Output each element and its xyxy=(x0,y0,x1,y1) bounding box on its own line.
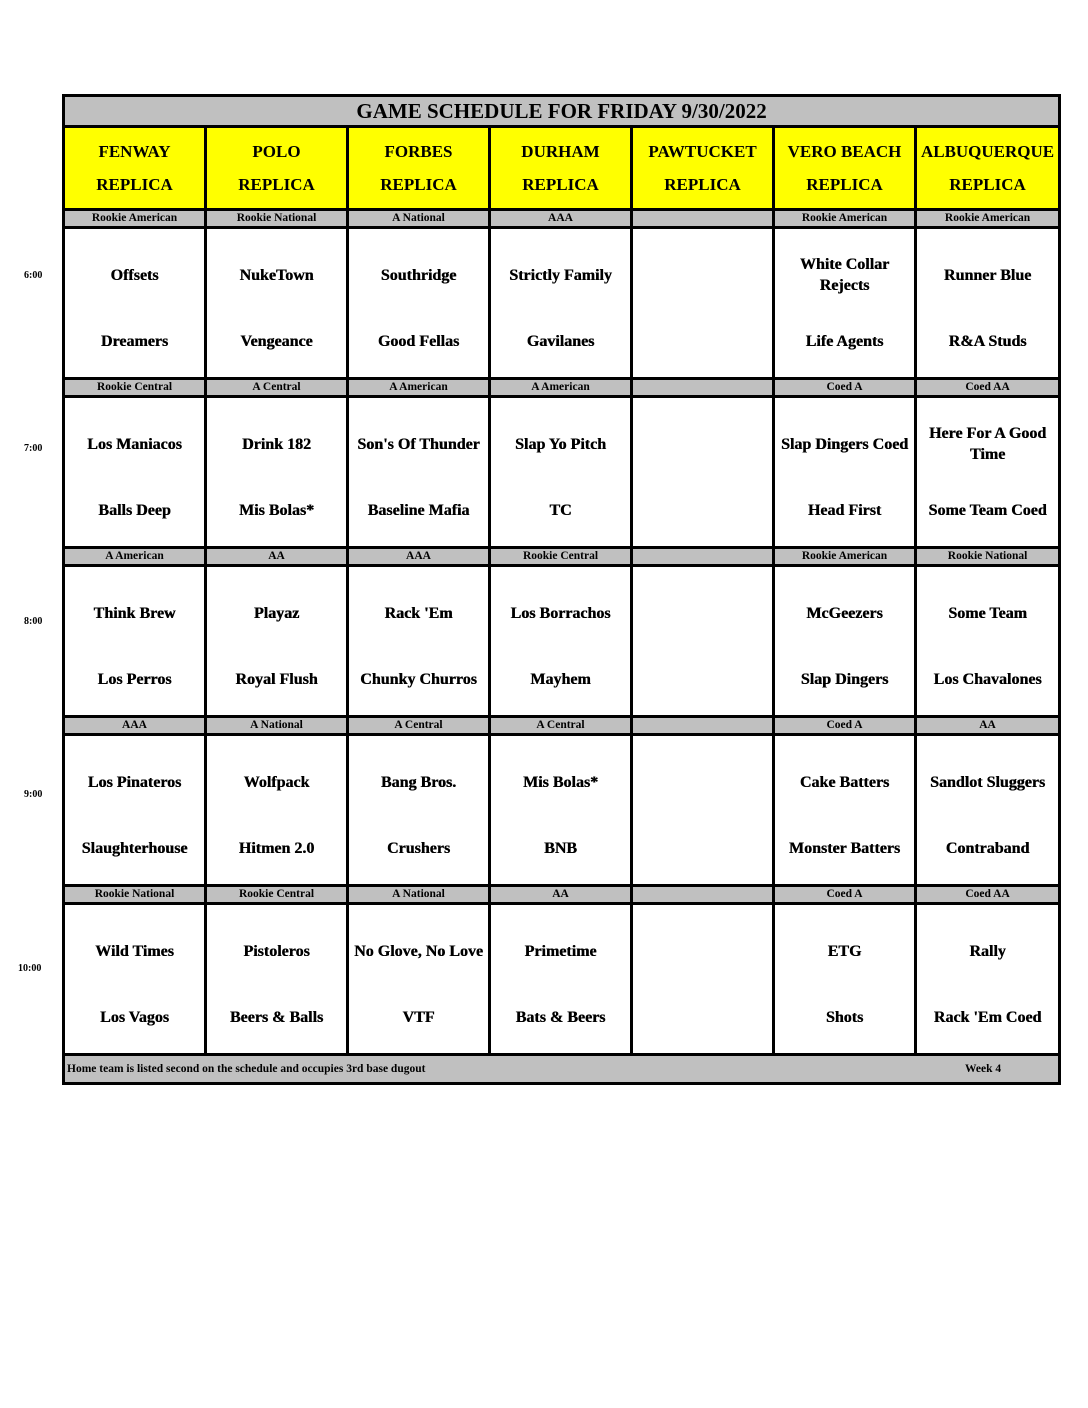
away-team: Los Borrachos xyxy=(510,604,611,622)
away-team xyxy=(633,750,772,814)
field-name: ALBUQUERQUE xyxy=(920,142,1055,161)
away-team: No Glove, No Love xyxy=(354,942,483,960)
away-team: Slap Dingers Coed xyxy=(780,435,909,453)
field-subtitle: REPLICA xyxy=(522,175,599,194)
away-team: Rally xyxy=(969,942,1006,960)
game-cell xyxy=(348,397,490,548)
division-label: Rookie American xyxy=(64,210,206,228)
division-label: Rookie National xyxy=(916,548,1060,566)
home-team: Los Vagos xyxy=(100,1008,169,1026)
game-cell xyxy=(632,904,774,1055)
home-team: Mayhem xyxy=(530,670,591,688)
game-cell xyxy=(916,397,1060,548)
game-cell xyxy=(348,566,490,717)
game-cell xyxy=(774,228,916,379)
division-label: A Central xyxy=(490,717,632,735)
home-team: Bats & Beers xyxy=(515,1008,606,1026)
field-name: FENWAY xyxy=(98,142,171,161)
away-team: White Collar Rejects xyxy=(799,256,890,294)
schedule-sheet xyxy=(62,94,1058,1085)
away-team: Wild Times xyxy=(95,942,174,960)
home-team: Slaughterhouse xyxy=(81,839,188,857)
away-team: Strictly Family xyxy=(509,266,612,284)
game-cell xyxy=(774,735,916,886)
game-cell xyxy=(916,904,1060,1055)
division-label: Coed AA xyxy=(916,886,1060,904)
game-cell xyxy=(206,904,348,1055)
division-row xyxy=(64,548,1060,566)
division-label: A National xyxy=(348,210,490,228)
away-team: McGeezers xyxy=(806,604,883,622)
away-team: Some Team xyxy=(948,604,1027,622)
home-team: BNB xyxy=(544,839,577,857)
home-team: Balls Deep xyxy=(98,501,171,519)
time-label: 10:00 xyxy=(18,963,42,974)
field-subtitle: REPLICA xyxy=(664,175,741,194)
game-cell xyxy=(632,228,774,379)
field-header xyxy=(916,127,1060,210)
home-team xyxy=(633,657,772,701)
division-row xyxy=(64,886,1060,904)
away-team xyxy=(633,919,772,983)
away-team: Offsets xyxy=(110,266,159,284)
home-team: Hitmen 2.0 xyxy=(238,839,315,857)
field-name: VERO BEACH xyxy=(787,142,902,161)
division-label: Rookie Central xyxy=(64,379,206,397)
game-cell xyxy=(490,566,632,717)
away-team: Runner Blue xyxy=(943,266,1032,284)
away-team: Here For A Good Time xyxy=(928,425,1047,463)
division-label: A American xyxy=(64,548,206,566)
field-header-row xyxy=(64,127,1060,210)
game-cell xyxy=(206,566,348,717)
game-row xyxy=(64,228,1060,379)
home-team: Life Agents xyxy=(805,332,884,350)
away-team: Los Maniacos xyxy=(87,435,182,453)
home-team xyxy=(633,995,772,1039)
home-team: Royal Flush xyxy=(235,670,318,688)
division-label: A American xyxy=(490,379,632,397)
away-team: Wolfpack xyxy=(243,773,310,791)
division-label: A Central xyxy=(348,717,490,735)
home-team: Head First xyxy=(807,501,882,519)
away-team xyxy=(633,412,772,476)
home-team xyxy=(633,319,772,363)
division-label: AAA xyxy=(490,210,632,228)
game-cell xyxy=(632,397,774,548)
division-label xyxy=(632,210,774,228)
home-team: Rack 'Em Coed xyxy=(933,1008,1042,1026)
home-team: Good Fellas xyxy=(377,332,460,350)
field-header xyxy=(490,127,632,210)
away-team: Rack 'Em xyxy=(384,604,453,622)
game-cell xyxy=(916,566,1060,717)
division-label: A National xyxy=(206,717,348,735)
away-team xyxy=(633,243,772,307)
field-subtitle: REPLICA xyxy=(806,175,883,194)
game-cell xyxy=(774,904,916,1055)
field-header xyxy=(206,127,348,210)
away-team: Slap Yo Pitch xyxy=(515,435,606,453)
time-column xyxy=(0,0,62,1408)
game-row xyxy=(64,904,1060,1055)
time-label: 7:00 xyxy=(24,443,43,454)
away-team: Think Brew xyxy=(93,604,176,622)
game-cell xyxy=(490,397,632,548)
game-cell xyxy=(348,735,490,886)
home-team: Shots xyxy=(825,1008,864,1026)
week-label: Week 4 xyxy=(965,1063,1002,1075)
title-row xyxy=(64,96,1060,127)
division-label: Coed A xyxy=(774,717,916,735)
field-name: DURHAM xyxy=(521,142,600,161)
field-subtitle: REPLICA xyxy=(949,175,1026,194)
game-cell xyxy=(490,904,632,1055)
footer-row xyxy=(64,1055,1060,1084)
time-label: 9:00 xyxy=(24,789,43,800)
away-team: Mis Bolas* xyxy=(522,773,599,791)
away-team: Southridge xyxy=(380,266,457,284)
game-cell xyxy=(774,566,916,717)
away-team: Sandlot Sluggers xyxy=(929,773,1046,791)
home-team: Vengeance xyxy=(240,332,313,350)
division-label xyxy=(632,548,774,566)
game-cell xyxy=(490,228,632,379)
away-team xyxy=(633,581,772,645)
field-subtitle: REPLICA xyxy=(238,175,315,194)
game-row xyxy=(64,735,1060,886)
division-label: AA xyxy=(490,886,632,904)
away-team: Pistoleros xyxy=(243,942,310,960)
footer-note: Home team is listed second on the schedule and occupies 3rd base dugout xyxy=(67,1063,426,1075)
home-team: Monster Batters xyxy=(788,839,901,857)
division-label: Rookie Central xyxy=(206,886,348,904)
division-label: Rookie American xyxy=(774,548,916,566)
home-team: Chunky Churros xyxy=(360,670,477,688)
home-team: Crushers xyxy=(386,839,451,857)
field-name: FORBES xyxy=(384,142,453,161)
division-row xyxy=(64,717,1060,735)
game-cell xyxy=(206,228,348,379)
away-team: NukeTown xyxy=(239,266,314,284)
game-cell xyxy=(490,735,632,886)
home-team: Los Chavalones xyxy=(933,670,1042,688)
division-label: AA xyxy=(916,717,1060,735)
away-team: Bang Bros. xyxy=(380,773,457,791)
division-label: Rookie National xyxy=(64,886,206,904)
home-team xyxy=(633,488,772,532)
field-header xyxy=(774,127,916,210)
home-team: Baseline Mafia xyxy=(367,501,470,519)
field-name: PAWTUCKET xyxy=(648,142,757,161)
home-team: R&A Studs xyxy=(948,332,1027,350)
away-team: Los Pinateros xyxy=(87,773,182,791)
schedule-title: GAME SCHEDULE FOR FRIDAY 9/30/2022 xyxy=(64,96,1060,127)
division-label: AAA xyxy=(64,717,206,735)
division-label: A American xyxy=(348,379,490,397)
division-row xyxy=(64,210,1060,228)
field-subtitle: REPLICA xyxy=(96,175,173,194)
home-team: Dreamers xyxy=(100,332,169,350)
division-label: Rookie Central xyxy=(490,548,632,566)
away-team: Son's Of Thunder xyxy=(357,435,480,453)
game-row xyxy=(64,566,1060,717)
division-label: AAA xyxy=(348,548,490,566)
game-cell xyxy=(64,904,206,1055)
away-team: Cake Batters xyxy=(799,773,890,791)
game-cell xyxy=(64,397,206,548)
away-team: ETG xyxy=(827,942,862,960)
home-team: Slap Dingers xyxy=(800,670,889,688)
division-label: A National xyxy=(348,886,490,904)
game-cell xyxy=(64,566,206,717)
home-team: TC xyxy=(549,501,572,519)
away-team: Primetime xyxy=(524,942,597,960)
game-cell xyxy=(348,904,490,1055)
away-team: Playaz xyxy=(253,604,300,622)
home-team xyxy=(633,826,772,870)
game-cell xyxy=(916,735,1060,886)
game-row xyxy=(64,397,1060,548)
away-team: Drink 182 xyxy=(242,435,311,453)
division-label xyxy=(632,717,774,735)
home-team: Beers & Balls xyxy=(229,1008,324,1026)
division-label: Rookie National xyxy=(206,210,348,228)
division-label: Coed A xyxy=(774,379,916,397)
game-cell xyxy=(916,228,1060,379)
home-team: Some Team Coed xyxy=(928,501,1047,519)
field-name: POLO xyxy=(252,142,301,161)
schedule-table xyxy=(62,94,1061,1085)
field-header xyxy=(632,127,774,210)
home-team: Los Perros xyxy=(97,670,172,688)
division-label: AA xyxy=(206,548,348,566)
game-cell xyxy=(206,735,348,886)
game-cell xyxy=(206,397,348,548)
game-cell xyxy=(632,566,774,717)
division-label: Rookie American xyxy=(774,210,916,228)
time-label: 6:00 xyxy=(24,270,43,281)
game-cell xyxy=(64,228,206,379)
game-cell xyxy=(64,735,206,886)
game-cell xyxy=(632,735,774,886)
division-label xyxy=(632,379,774,397)
field-header xyxy=(348,127,490,210)
game-cell xyxy=(348,228,490,379)
division-label: Coed A xyxy=(774,886,916,904)
game-cell xyxy=(774,397,916,548)
footer-bar xyxy=(64,1055,1060,1084)
home-team: VTF xyxy=(402,1008,435,1026)
home-team: Contraband xyxy=(945,839,1030,857)
division-label: Coed AA xyxy=(916,379,1060,397)
home-team: Mis Bolas* xyxy=(238,501,315,519)
division-label: Rookie American xyxy=(916,210,1060,228)
time-label: 8:00 xyxy=(24,616,43,627)
division-label xyxy=(632,886,774,904)
division-label: A Central xyxy=(206,379,348,397)
division-row xyxy=(64,379,1060,397)
field-subtitle: REPLICA xyxy=(380,175,457,194)
field-header xyxy=(64,127,206,210)
home-team: Gavilanes xyxy=(526,332,595,350)
